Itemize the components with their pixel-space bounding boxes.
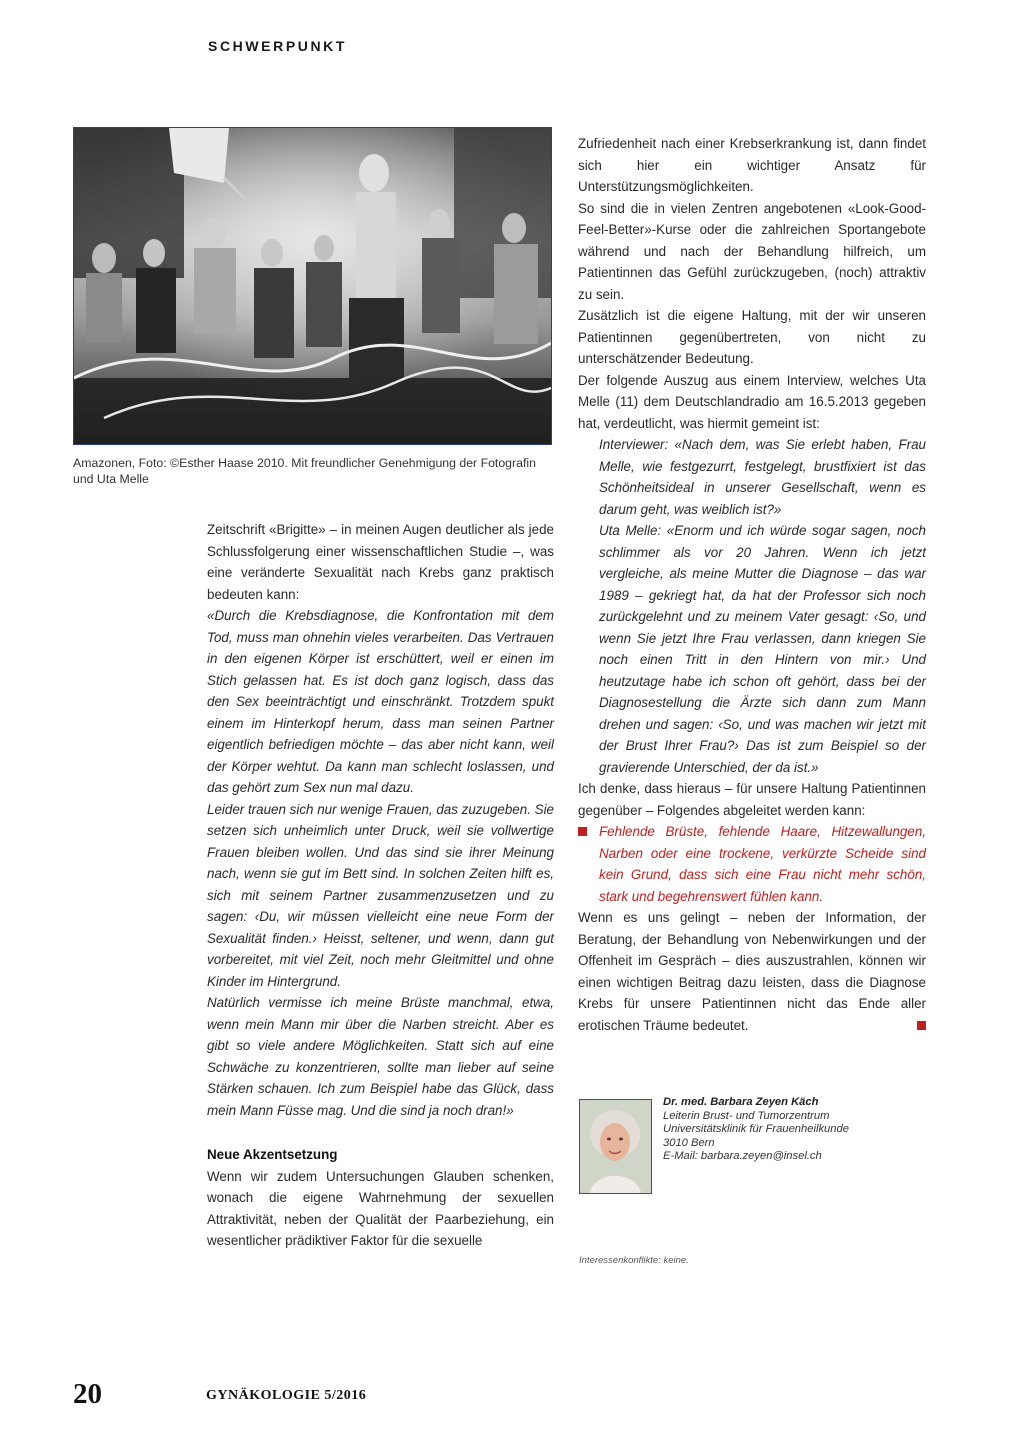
interview-question: Interviewer: «Nach dem, was Sie erlebt haben, Frau Melle, wie festgezurrt, festgelegt, brustfixiert ist das Schönheitsideal in unserer Gesellschaft, wenn es darum geht, was weiblich ist?» xyxy=(599,437,926,517)
highlight-text: Fehlende Brüste, fehlende Haare, Hitzewallungen, Narben oder eine trockene, verkürzte Scheide sind kein Grund, dass sich eine Frau nicht mehr schön, stark und begehrenswert fühlen kann. xyxy=(599,824,926,904)
paragraph: Zusätzlich ist die eigene Haltung, mit der wir unseren Patientinnen gegenübertreten, von nicht zu unterschätzender Bedeutung. xyxy=(578,308,926,366)
journal-name: GYNÄKOLOGIE 5/2016 xyxy=(206,1388,367,1403)
paragraph: Der folgende Auszug aus einem Interview, welches Uta Melle (11) dem Deutschlandradio am 16.5.2013 gegeben hat, verdeutlicht, was hiermit gemeint ist: xyxy=(578,372,926,431)
subheading: Neue Akzentsetzung xyxy=(207,1147,338,1162)
author-email[interactable]: E-Mail: barbara.zeyen@insel.ch xyxy=(663,1150,822,1162)
conflicts-note: Interessenkonflikte: keine. xyxy=(579,1255,689,1266)
right-column xyxy=(578,133,926,1036)
paragraph: Wenn wir zudem Untersuchungen Glauben schenken, wonach die eigene Wahrnehmung der sexuellen Attraktivität, neben der Qualität der Paarbeziehung, ein wesentlicher prädiktiver Faktor für die sexuelle xyxy=(207,1168,554,1248)
author-photo xyxy=(579,1099,652,1194)
highlight-statement xyxy=(578,821,926,907)
author-portrait xyxy=(580,1100,651,1193)
quote-paragraph: Leider trauen sich nur wenige Frauen, das zuzugeben. Sie setzen sich unheimlich unter Druck, weil sie vollwertige Frauen bleiben wollen. Und das sind sie ihrer Meinung nach, wenn sie gut im Bett sind. In solchen Zeiten hilft es, sich mit seinem Partner zusammenzusetzen und zu sagen: ‹Du, wir müssen vielleicht eine neue Form der Sexualität finden.› Heisst, seltener, und wenn, dann gut vorbereitet, mit viel Zeit, noch mehr Gleitmittel und ohne Kinder im Hintergrund. xyxy=(207,801,554,989)
section-header: SCHWERPUNKT xyxy=(208,38,348,54)
end-mark-icon xyxy=(917,1021,926,1030)
quote-paragraph: Natürlich vermisse ich meine Brüste manchmal, etwa, wenn mein Mann mir über die Narben streicht. Aber es gibt so viele andere Möglichkeiten. Statt sich auf eine Schwäche zu konzentrieren, sollte man lieber auf seine Stärken schauen. Ich zum Beispiel habe das Glück, dass mein Mann Füsse mag. Und die sind ja noch dran!» xyxy=(207,995,554,1118)
closing-paragraph xyxy=(578,907,926,1036)
paragraph: Zeitschrift «Brigitte» – in meinen Augen deutlicher als jede Schlussfolgerung einer wissenschaftlichen Studie –, was eine veränderte Sexualität nach Krebs ganz praktisch bedeuten kann: xyxy=(207,522,554,602)
article-photo xyxy=(73,127,552,445)
author-role: Leiterin Brust- und Tumorzentrum xyxy=(663,1109,830,1122)
photo-illustration xyxy=(74,128,551,444)
paragraph: Zufriedenheit nach einer Krebserkrankung ist, dann findet sich hier ein wichtiger Ansatz für Unterstützungsmöglichkeiten. xyxy=(578,136,926,194)
quote-paragraph: «Durch die Krebsdiagnose, die Konfrontation mit dem Tod, muss man ohnehin vieles verarbeiten. Das Vertrauen in den eigenen Körper ist erschüttert, weil er einen im Stich gelassen hat. Es ist doch ganz logisch, dass das den Sex beeinträchtigt und einschränkt. Trotzdem spukt einem im Hinterkopf herum, dass man seinen Partner eigentlich befriedigen möchte – das aber nicht kann, weil der Körper wehtut. Da kann man schlecht loslassen, und das gehört zum Sex nun mal dazu. xyxy=(207,608,554,795)
bullet-square-icon xyxy=(578,827,587,836)
author-city: 3010 Bern xyxy=(663,1136,715,1149)
photo-caption: Amazonen, Foto: ©Esther Haase 2010. Mit freundlicher Genehmigung der Fotografin und Uta Melle xyxy=(73,456,536,486)
author-name: Dr. med. Barbara Zeyen Käch xyxy=(663,1096,819,1108)
page-number: 20 xyxy=(73,1378,102,1410)
interview-answer: Uta Melle: «Enorm und ich würde sogar sagen, noch schlimmer als vor 20 Jahren. Wenn ich jetzt vergleiche, als meine Mutter die Diagnose – das war 1989 – gekriegt hat, da hat der Professor sich noch zurückgelehnt und zu meinem Vater gesagt: ‹So, und wenn Sie jetzt Ihre Frau verlassen, dann kriegen Sie noch einen Tritt in den Hintern von mir.› Und heutzutage habe ich schon oft gehört, dass bei der Diagnosestellung die Ärzte sich dann zum Mann drehen und sagen: ‹So, und was machen wir jetzt mit der Brust Ihrer Frau?› Das ist zum Beispiel so der gravierende Unterschied, der da ist.» xyxy=(599,523,926,775)
paragraph: So sind die in vielen Zentren angebotenen «Look-Good-Feel-Better»-Kurse oder die zahlreichen Sportangebote während und nach der Behandlung hilfreich, um Patientinnen das Gefühl zurückzugeben, (noch) attraktiv zu sein. xyxy=(578,200,926,302)
closing-text: Wenn es uns gelingt – neben der Information, der Beratung, der Behandlung von Nebenwirkungen und der Offenheit im Gespräch – dies auszustrahlen, können wir einen wichtigen Beitrag dazu leisten, dass die Diagnose Krebs für unsere Patientinnen nicht das Ende aller erotischen Träume bedeutet. xyxy=(578,910,926,1033)
left-column xyxy=(207,519,554,1252)
author-info xyxy=(663,1096,933,1164)
author-institution: Universitätsklinik für Frauenheilkunde xyxy=(663,1123,849,1135)
paragraph: Ich denke, dass hieraus – für unsere Haltung Patientinnen gegenüber – Folgendes abgeleitet werden kann: xyxy=(578,781,926,818)
